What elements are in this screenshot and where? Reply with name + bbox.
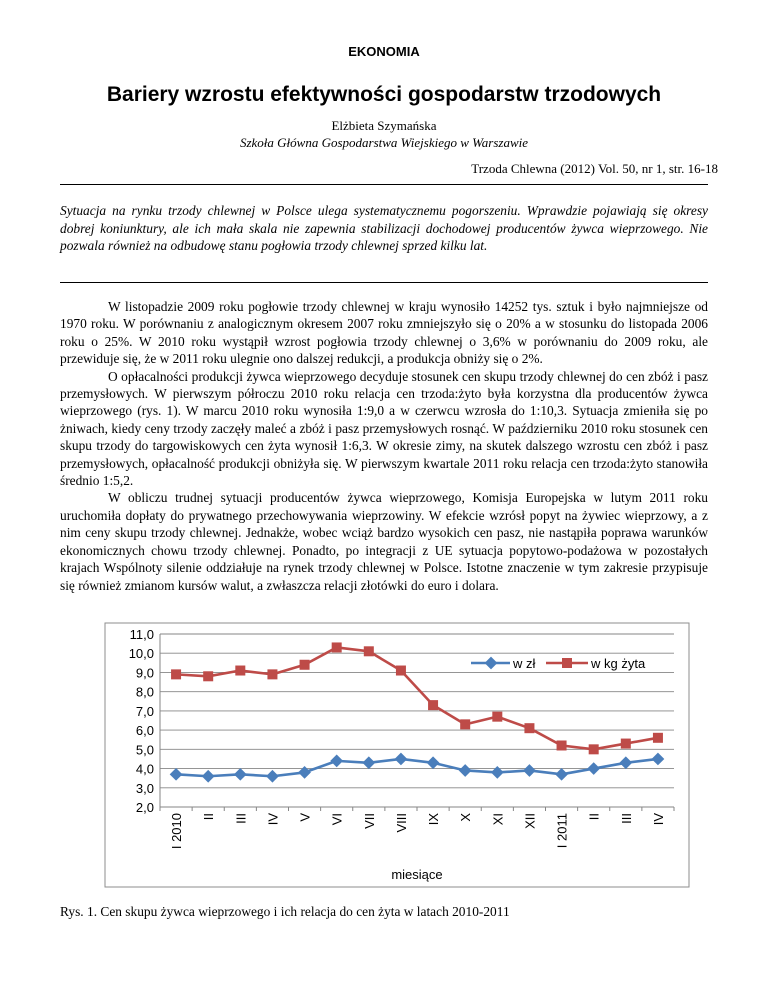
data-point-zyto <box>428 700 438 710</box>
data-point-zyto <box>203 671 213 681</box>
section-heading: EKONOMIA <box>348 44 420 59</box>
paragraph: O opłacalności produkcji żywca wieprzowego decyduje stosunek cen skupu trzody chlewnej do cen zbóż i pasz przemysłowych. W pierwszym półroczu 2010 roku relacja cen trzoda:żyto była korzystna dla producentów żywca wieprzowego (rys. 1). W marcu 2010 roku wynosiła 1:9,0 a w czerwcu wzrosła do 1:10,3. Sytuacja zmieniła się po żniwach, kiedy ceny trzody zaczęły maleć a zbóż i pasz przemysłowych rosnąć. W październiku 2010 roku stosunek cen skupu trzody do targowiskowych cen żyta wynosił 1:6,3. W okresie zimy, na skutek dalszego wzrostu cen zbóż i pasz przemysłowych, opłacalność produkcji obniżyła się. W pierwszym kwartale 2011 roku relacja cen trzoda:żyto stanowiła średnio 1:5,2. <box>60 368 708 489</box>
legend-marker-zyto <box>562 658 572 668</box>
citation: Trzoda Chlewna (2012) Vol. 50, nr 1, str. 16-18 <box>471 161 718 176</box>
author-name: Elżbieta Szymańska <box>331 118 437 133</box>
data-point-zyto <box>621 739 631 749</box>
article-title: Bariery wzrostu efektywności gospodarstw trzodowych <box>106 83 662 106</box>
x-tick-label: X <box>458 813 474 822</box>
y-tick-label: 5,0 <box>135 742 154 758</box>
y-tick-label: 7,0 <box>135 703 154 719</box>
author-affiliation: Szkoła Główna Gospodarstwa Wiejskiego w Warszawie <box>239 135 529 150</box>
data-point-zyto <box>171 669 181 679</box>
paragraph: W listopadzie 2009 roku pogłowie trzody chlewnej w kraju wynosiło 14252 tys. sztuk i było najmniejsze od 1970 roku. W porównaniu z analogicznym okresem 2007 roku zmniejszyło się o 20% a w stosunku do listopada 2006 roku o 25%. W 2010 roku wystąpił wzrost pogłowia trzody chlewnej o 3,6% w porównaniu do 2009 roku, ale przewiduje się, że w 2011 roku ulegnie ono dalszej redukcji, a produkcja obniży się o 2%. <box>60 299 708 367</box>
data-point-zyto <box>235 666 245 676</box>
article-body <box>60 298 708 594</box>
x-tick-label: III <box>618 813 634 824</box>
y-tick-label: 11,0 <box>129 627 154 642</box>
x-axis-title: miesiące <box>391 867 443 882</box>
data-point-zyto <box>557 740 567 750</box>
x-tick-label: IX <box>426 813 442 826</box>
divider-top <box>60 184 708 185</box>
y-tick-label: 10,0 <box>128 646 154 662</box>
legend-label-zl: w zł <box>513 656 536 671</box>
x-tick-label: XII <box>522 813 538 829</box>
price-ratio-chart <box>104 622 690 888</box>
x-tick-label: III <box>233 813 249 824</box>
paragraph: W obliczu trudnej sytuacji producentów żywca wieprzowego, Komisja Europejska w lutym 2011 roku uruchomiła dopłaty do prywatnego przechowywania wieprzowiny. W efekcie wzrósł popyt na żywiec wieprzowy, a z nim ceny skupu trzody chlewnej. Jednakże, wobec wciąż bardzo wysokich cen pasz, nie nastąpiła poprawa warunków ekonomicznych chowu trzody chlewnej. Ponadto, po integracji z UE sytuacja popytowo-podażowa w pozostałych krajach Wspólnoty silenie oddziałuje na rynek trzody chlewnej w Polsce. Istotne znaczenie w tym zakresie przypisuje się również zmianom kursów walut, a zwłaszcza relacji złotówki do euro i dolara. <box>60 490 708 593</box>
x-tick-label: XI <box>490 813 506 826</box>
figure-caption: Rys. 1. Cen skupu żywca wieprzowego i ich relacja do cen żyta w latach 2010-2011 <box>60 904 510 919</box>
x-tick-label: V <box>297 813 313 822</box>
x-tick-label: II <box>586 813 602 821</box>
abstract: Sytuacja na rynku trzody chlewnej w Polsce ulega systematycznemu pogorszeniu. Wprawdzie pojawiają się okresy dobrej koniunktury, ale ich mała skala nie zapewnia stabilizacji dochodowej producentów żywca wieprzowego. Nie pozwala również na odbudowę stanu pogłowia trzody chlewnej sprzed kilku lat. <box>60 203 708 253</box>
data-point-zyto <box>460 719 470 729</box>
x-tick-label: I 2011 <box>554 813 570 849</box>
y-tick-label: 6,0 <box>135 723 154 739</box>
x-tick-label: IV <box>650 813 666 826</box>
data-point-zyto <box>267 669 277 679</box>
y-tick-label: 3,0 <box>135 780 154 796</box>
y-tick-label: 9,0 <box>135 665 154 681</box>
data-point-zyto <box>332 642 342 652</box>
data-point-zyto <box>653 733 663 743</box>
x-tick-label: II <box>201 813 217 821</box>
data-point-zyto <box>524 723 534 733</box>
data-point-zyto <box>300 660 310 670</box>
x-tick-label: VI <box>329 813 345 826</box>
x-tick-label: VII <box>361 813 377 829</box>
x-tick-label: IV <box>265 813 281 826</box>
data-point-zyto <box>492 712 502 722</box>
data-point-zyto <box>364 646 374 656</box>
data-point-zyto <box>589 744 599 754</box>
y-tick-label: 8,0 <box>135 684 154 700</box>
divider-abstract <box>60 282 708 283</box>
y-tick-label: 2,0 <box>135 800 154 815</box>
data-point-zyto <box>396 666 406 676</box>
legend-label-zyto: w kg żyta <box>591 656 646 671</box>
x-tick-label: VIII <box>393 813 409 833</box>
x-tick-label: I 2010 <box>169 813 185 850</box>
y-tick-label: 4,0 <box>135 761 154 777</box>
